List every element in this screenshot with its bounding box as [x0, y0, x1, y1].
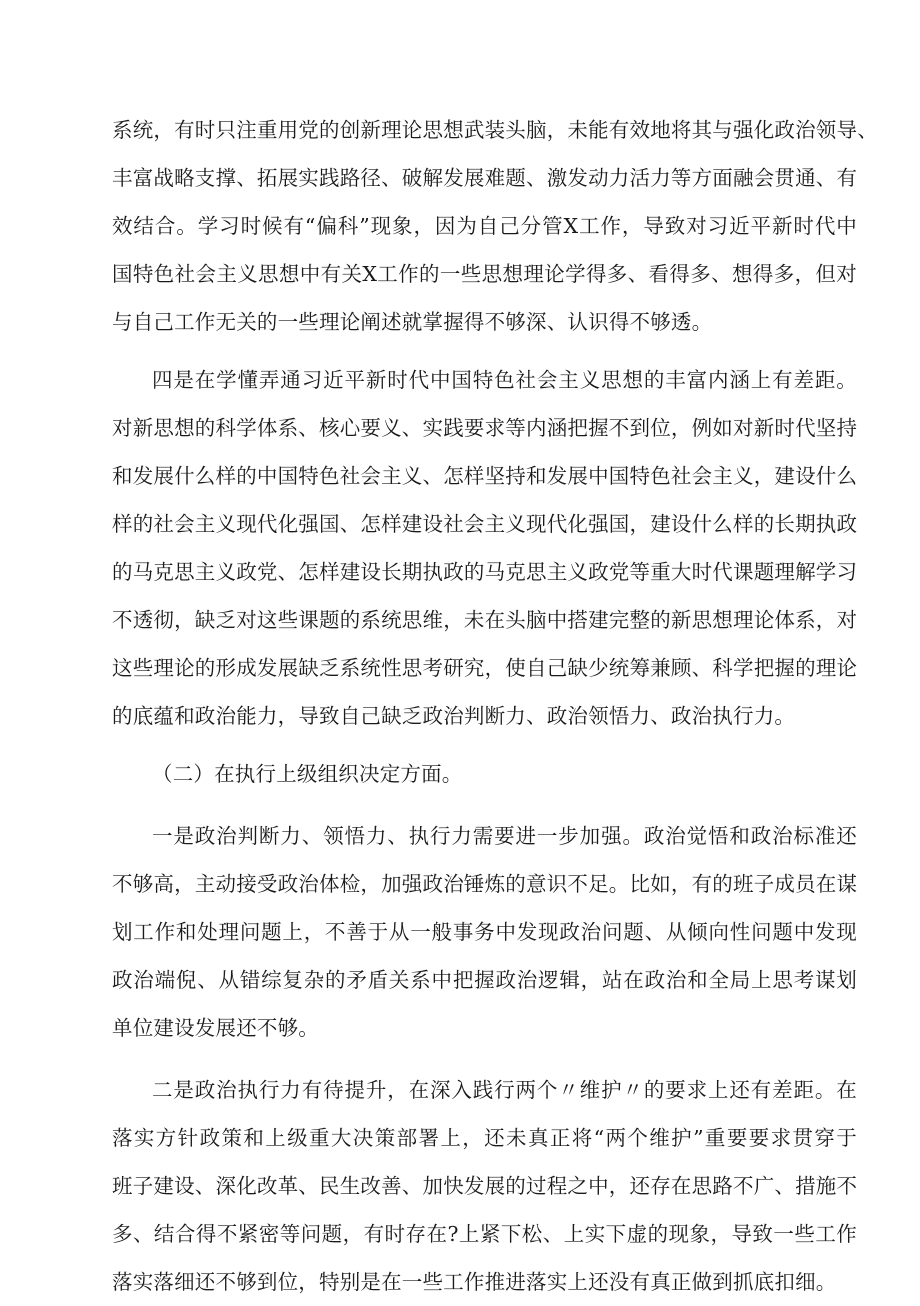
- text-line: 不够高，主动接受政治体检，加强政治锤炼的意识不足。比如，有的班子成员在谋: [112, 872, 858, 896]
- text-line: 四是在学懂弄通习近平新时代中国特色社会主义思想的丰富内涵上有差距。: [152, 368, 857, 392]
- text-line: 对新思想的科学体系、核心要义、实践要求等内涵把握不到位，例如对新时代坚持: [112, 416, 858, 440]
- text-line: 国特色社会主义思想中有关X工作的一些思想理论学得多、看得多、想得多，但对: [112, 262, 857, 286]
- paragraph-point-two: [112, 1066, 857, 1306]
- text-line: 样的社会主义现代化强国、怎样建设社会主义现代化强国，建设什么样的长期执政: [112, 512, 858, 536]
- text-line: 一是政治判断力、领悟力、执行力需要进一步加强。政治觉悟和政治标准还: [152, 824, 857, 848]
- text-line: 单位建设发展还不够。: [112, 1016, 319, 1040]
- text-line: 落实落细还不够到位，特别是在一些工作推进落实上还没有真正做到抓底扣细。: [112, 1270, 837, 1294]
- text-line: 落实方针政策和上级重大决策部署上，还未真正将“两个维护”重要要求贯穿于: [112, 1126, 857, 1150]
- text-line: 这些理论的形成发展缺乏系统性思考研究，使自己缺少统筹兼顾、科学把握的理论: [112, 656, 858, 680]
- text-line: 政治端倪、从错综复杂的矛盾关系中把握政治逻辑，站在政治和全局上思考谋划: [112, 968, 857, 992]
- document-body: [112, 106, 878, 1306]
- section-heading-text: （二）在执行上级组织决定方面。: [152, 762, 463, 786]
- text-line: 多、结合得不紧密等问题，有时存在?上紧下松、上实下虚的现象，导致一些工作: [112, 1222, 857, 1246]
- text-line: 效结合。学习时候有“偏科”现象，因为自己分管X工作，导致对习近平新时代中: [112, 214, 857, 238]
- text-line: 系统，有时只注重用党的创新理论思想武装头脑，未能有效地将其与强化政治领导、: [112, 118, 878, 142]
- paragraph-continuation: [112, 106, 878, 346]
- text-line: 丰富战略支撑、拓展实践路径、破解发展难题、激发动力活力等方面融会贯通、有: [112, 166, 858, 190]
- text-line: 二是政治执行力有待提升，在深入践行两个〃维护〃的要求上还有差距。在: [152, 1078, 857, 1102]
- text-line: 不透彻，缺乏对这些课题的系统思维，未在头脑中搭建完整的新思想理论体系，对: [112, 608, 858, 632]
- text-line: 和发展什么样的中国特色社会主义、怎样坚持和发展中国特色社会主义，建设什么: [112, 464, 858, 488]
- text-line: 与自己工作无关的一些理论阐述就掌握得不够深、认识得不够透。: [112, 310, 713, 334]
- text-line: 划工作和处理问题上，不善于从一般事务中发现政治问题、从倾向性问题中发现: [112, 920, 857, 944]
- paragraph-point-one: [112, 812, 857, 1052]
- text-line: 的底蕴和政治能力，导致自己缺乏政治判断力、政治领悟力、政治执行力。: [112, 704, 796, 728]
- section-heading: [112, 750, 857, 798]
- text-line: 班子建设、深化改革、民生改善、加快发展的过程之中，还存在思路不广、措施不: [112, 1174, 858, 1198]
- text-line: 的马克思主义政党、怎样建设长期执政的马克思主义政党等重大时代课题理解学习: [112, 560, 858, 584]
- paragraph-point-four: [112, 356, 857, 740]
